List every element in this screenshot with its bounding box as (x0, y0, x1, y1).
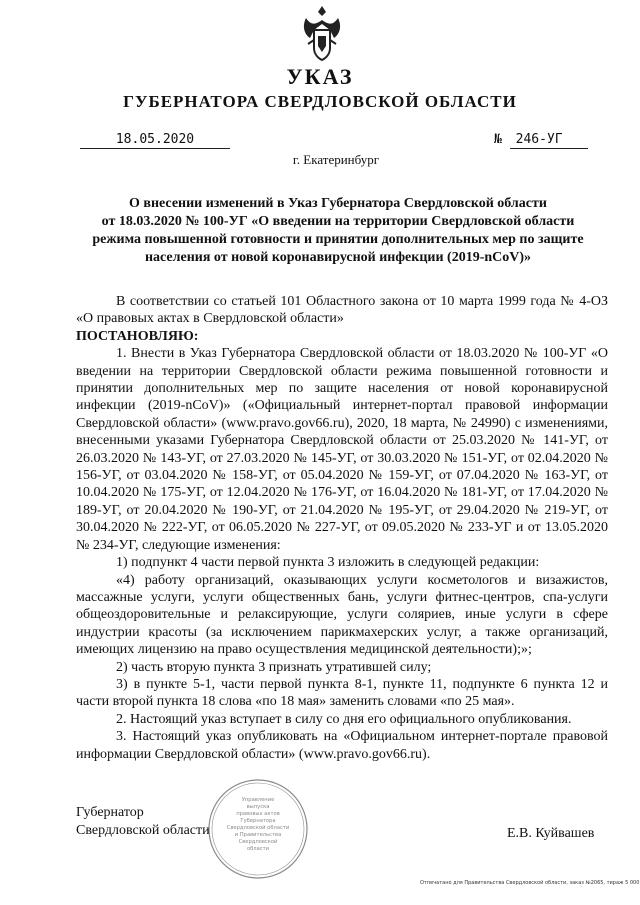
decree-colon: : (193, 328, 199, 344)
clause-3: 3. Настоящий указ опубликовать на «Официальном интернет-портале правовой информации Свердловской области» (www.pravo.gov66.ru). (76, 729, 608, 762)
issuer-heading: ГУБЕРНАТОРА СВЕРДЛОВСКОЙ ОБЛАСТИ (123, 92, 517, 111)
title-line: населения от новой коронавирусной инфекции (2019-nCoV)» (144, 250, 532, 265)
coat-of-arms-icon (300, 4, 344, 62)
document-date: 18.05.2020 (80, 132, 230, 149)
title-line: О внесении изменений в Указ Губернатора Свердловской области (129, 196, 547, 211)
clause-2: 2. Настоящий указ вступает в силу со дня его официального опубликования. (116, 711, 572, 727)
svg-text:Губернатора: Губернатора (240, 818, 276, 824)
svg-text:Управление: Управление (241, 797, 275, 803)
subclause-1-3: 3) в пункте 5-1, части первой пункта 8-1, пункте 11, подпункте 6 пункта 12 и части второй пункта 18 слова «по 18 мая» заменить словами «по 25 мая». (76, 676, 608, 710)
svg-text:области: области (246, 846, 270, 852)
number-value: 246-УГ (510, 132, 588, 149)
subclause-1-1-text: «4) работу организаций, оказывающих услуги косметологов и визажистов, массажные услуги, услуги общественных бань, услуги фитнес-центров, спа-услуги общеоздоровительные и релаксирующие, услуги соляриев, иные услуги в сфере индустрии красоты (за исключением парикмахерских услуг, а также организаций, имеющих лицензию на право осуществления медицинской деятельности);»; (76, 572, 608, 658)
svg-text:Свердловской: Свердловской (238, 839, 278, 845)
title-line: от 18.03.2020 № 100-УГ «О введении на территории Свердловской области (101, 214, 575, 229)
svg-text:выпуска: выпуска (246, 804, 270, 810)
subclause-1-1: 1) подпункт 4 части первой пункта 3 изложить в следующей редакции: (116, 555, 540, 571)
clause-1: 1. Внести в Указ Губернатора Свердловской области от 18.03.2020 № 100-УГ «О введении на территории Свердловской области режима повышенной готовности и принятии дополнительных мер по защите населения от новой коронавирусной инфекции (2019-nCoV)» («Официальный интернет-портал правовой информации Свердловской области» (www.pravo.gov66.ru), 2020, 18 марта, № 24990) с изменениями, внесенными указами Губернатора Свердловской области от 25.03.2020 № 141-УГ, от 26.03.2020 № 143-УГ, от 27.03.2020 № 145-УГ, от 30.03.2020 № 151-УГ, от 02.04.2020 № 156-УГ, от 03.04.2020 № 158-УГ, от 05.04.2020 № 159-УГ, от 07.04.2020 № 163-УГ, от 10.04.2020 № 175-УГ, от 12.04.2020 № 176-УГ, от 16.04.2020 № 181-УГ, от 17.04.2020 № 189-УГ, от 20.04.2020 № 190-УГ, от 21.04.2020 № 195-УГ, от 29.04.2020 № 219-УГ, от 30.04.2020 № 222-УГ, от 06.05.2020 № 227-УГ, от 09.05.2020 № 233-УГ и от 13.05.2020 № 234-УГ, следующие изменения: (76, 346, 608, 553)
signatory-position (76, 804, 210, 840)
position-line: Свердловской области (76, 823, 210, 838)
preamble: В соответствии со статьей 101 Областного закона от 10 марта 1999 года № 4-ОЗ «О правовых актах в Свердловской области» (76, 294, 608, 327)
position-line: Губернатор (76, 805, 144, 820)
number-label: № (494, 132, 502, 147)
print-note: Отпечатано для Правительства Свердловской области, заказ №2065, тираж 5 000 (420, 880, 640, 886)
official-stamp-icon (206, 777, 310, 881)
svg-text:и Правительства: и Правительства (234, 832, 282, 838)
decree-word-text: ПОСТАНОВЛЯЮ (76, 328, 194, 344)
svg-text:правовых актов: правовых актов (236, 811, 280, 817)
subclause-1-2: 2) часть вторую пункта 3 признать утратившей силу; (116, 659, 432, 675)
signatory-name: Е.В. Куйвашев (507, 826, 595, 841)
document-type-heading: УКАЗ (286, 64, 354, 89)
document-title (76, 195, 600, 267)
document-number (494, 132, 588, 149)
place-of-issue: г. Екатеринбург (292, 152, 380, 167)
title-line: режима повышенной готовности и принятии дополнительных мер по защите (92, 232, 584, 247)
document-body (76, 293, 608, 763)
decree-word (76, 328, 608, 345)
svg-text:Свердловской области: Свердловской области (226, 825, 290, 831)
